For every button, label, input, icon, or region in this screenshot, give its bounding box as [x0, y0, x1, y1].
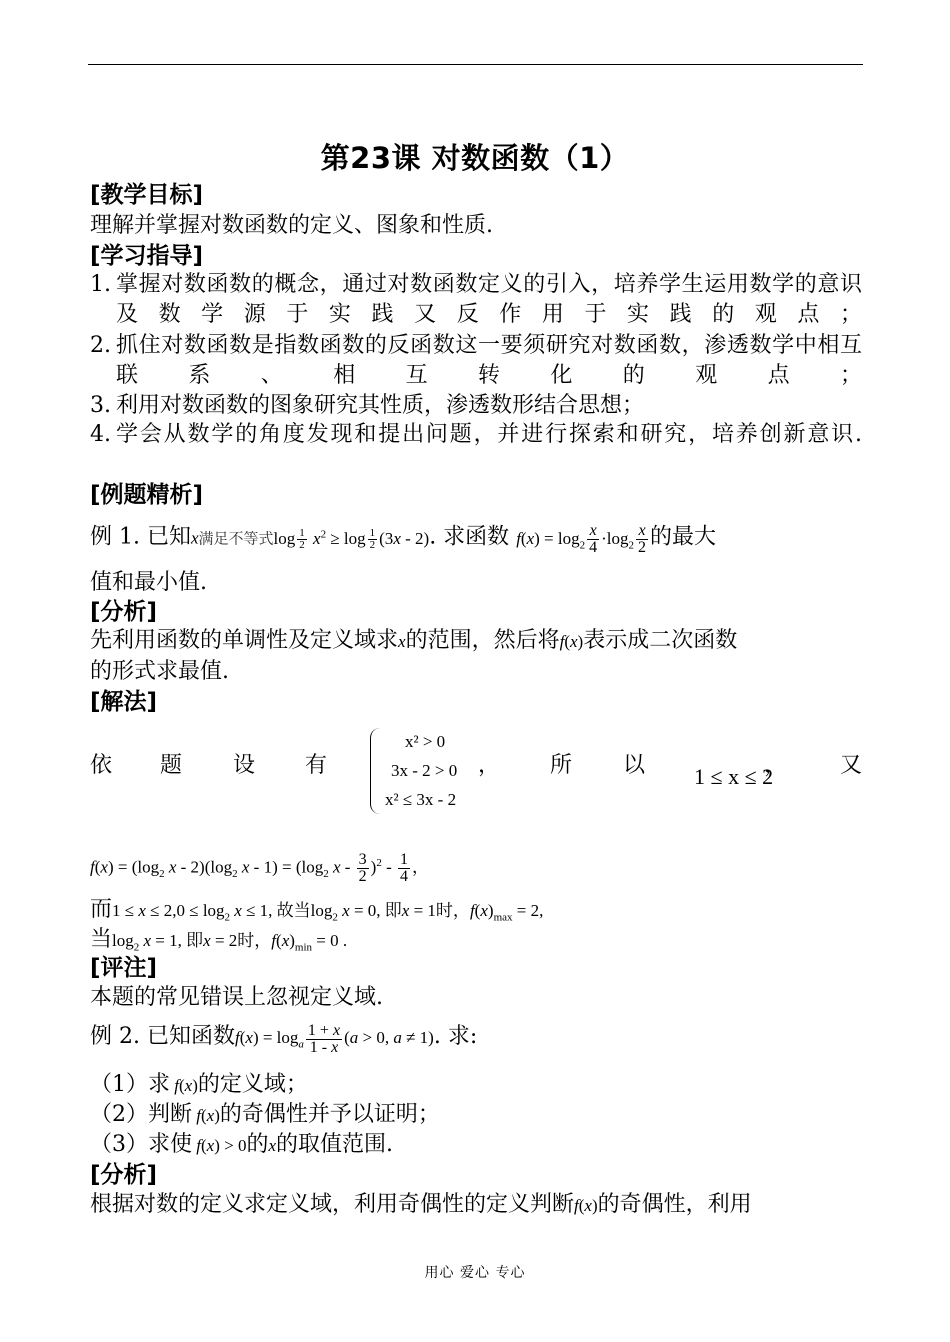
analysis-1-line-2: 的形式求最值.	[90, 659, 229, 684]
f-of-x: f(x)	[559, 632, 584, 651]
item-number: （3）	[90, 1132, 148, 1157]
section-heading-comment: [评注]	[90, 955, 158, 981]
guide-item-3	[90, 391, 862, 421]
example-2-item-1	[90, 1070, 308, 1101]
analysis-text: 表示成二次函数	[583, 628, 738, 653]
f-of-x: f(x)	[196, 1106, 220, 1125]
example-1-line-2: 值和最小值.	[90, 570, 207, 595]
example-1-suffix: 的最大	[650, 524, 717, 550]
f-of-x: f(x)	[174, 1076, 198, 1095]
item-text: 的	[246, 1132, 269, 1157]
guide-item-text: 学会从数学的角度发现和提出问题，并进行探索和研究，培养创新意识.	[116, 422, 862, 447]
var-x: x	[268, 1136, 277, 1155]
case-line: 3x - 2 > 0	[391, 761, 458, 780]
case-system	[370, 728, 491, 814]
analysis-text: 的范围，然后将	[405, 628, 560, 653]
f-of-x: f(x)	[574, 1196, 598, 1215]
example-2-item-3	[90, 1130, 393, 1161]
example-1-given: 满足不等式	[198, 529, 274, 548]
section-heading-solution: [解法]	[90, 689, 158, 715]
guide-item-number: 4.	[90, 422, 111, 447]
guide-item-text: 掌握对数函数的概念，通过对数函数定义的引入，培养学生运用数学的意识及数学源于实践又反作用于实践的观点；	[116, 272, 862, 327]
example-2-statement	[90, 1022, 477, 1059]
guide-item-2	[90, 331, 862, 391]
solution-word: 有	[305, 753, 328, 778]
analysis-2-text	[90, 1190, 752, 1221]
inequality-formula: log $\frac{1}{2}$ $x^2 \ge \log$ $\frac{1}{2}$ (3x - 2)	[273, 527, 430, 552]
section-heading-examples: [例题精析]	[90, 482, 204, 508]
example-1-statement	[90, 519, 716, 560]
comment-text: 本题的常见错误上忽视定义域.	[90, 985, 383, 1010]
section-heading-guide: [学习指导]	[90, 243, 204, 269]
solution-word: 依	[90, 753, 113, 778]
solution-word: ，	[478, 753, 501, 778]
guide-item-number: 3.	[90, 393, 111, 418]
case-line: x² ≤ 3x - 2	[385, 790, 457, 809]
solution-formula-1: $f(x) = (\log_2$ x - $2)(\log_2$ $x - 1) = (\log_2$ x - $\frac{3}{2}$ )$^2$ - $\frac{1}{4}$ ，	[90, 851, 430, 886]
item-number: （1）	[90, 1072, 148, 1097]
function-formula: $f(x) = \log_2$ $\frac{x}{4}$ $\cdot\log_2$ $\frac{x}{2}$	[516, 522, 647, 557]
solution-formula-2: 而$1 \le x \le 2,0 \le \log_2 x \le 1$, 故当$\log_2 x = 0$, 即x = 1时，$f(x)_{max} = 2$,	[90, 896, 544, 924]
guide-item-number: 2.	[90, 333, 111, 358]
section-heading-analysis-2: [分析]	[90, 1162, 158, 1188]
solution-word: ，	[764, 753, 787, 778]
positive-condition: f(x) > 0	[196, 1136, 247, 1155]
example-2-formula: $f(x) = \log_a$ $\frac{1 + x}{1 - x}$ (a > 0, a ≠ 1)	[234, 1021, 434, 1056]
guide-item-text: 抓住对数函数是指数函数的反函数这一要须研究对数函数，渗透数学中相互联系、相互转化的观点；	[116, 333, 862, 388]
page-footer: 用心 爱心 专心	[424, 1265, 526, 1281]
example-2-prefix: 例 2. 已知函数	[90, 1024, 235, 1049]
item-text: 的定义域；	[197, 1072, 308, 1097]
solution-formula-3: 当$\log_2 x = 1$, 即x = 2时，$f(x)_{min} = 0$ .	[90, 926, 348, 954]
solution-word: 又	[840, 753, 863, 778]
var-x: x	[190, 528, 199, 548]
section-heading-goals: [教学目标]	[90, 182, 204, 208]
range-formula: 1 ≤ x ≤ 2	[694, 764, 774, 789]
example-1-ask: . 求函数	[429, 524, 510, 550]
guide-item-1	[90, 270, 862, 330]
section-heading-analysis: [分析]	[90, 599, 158, 625]
analysis-text: 的奇偶性，利用	[597, 1192, 752, 1217]
guide-item-number: 1.	[90, 272, 111, 297]
page-title: 第23课 对数函数（1）	[320, 141, 630, 175]
analysis-1-line-1	[90, 626, 737, 657]
guide-item-text: 利用对数函数的图象研究其性质，渗透数形结合思想；	[116, 393, 645, 418]
example-1-prefix: 例 1. 已知	[90, 524, 191, 550]
case-line: x² > 0	[405, 732, 446, 751]
item-text: 的取值范围.	[276, 1132, 394, 1157]
item-text: 判断	[148, 1102, 193, 1127]
guide-item-4	[90, 420, 862, 450]
solution-word: 所	[550, 753, 573, 778]
var-x: x	[398, 632, 406, 651]
analysis-text: 根据对数的定义求定义域，利用奇偶性的定义判断	[90, 1192, 575, 1217]
example-2-item-2	[90, 1100, 440, 1131]
goal-text: 理解并掌握对数函数的定义、图象和性质.	[90, 213, 493, 238]
solution-word: 以	[623, 753, 646, 778]
item-text: 求	[148, 1072, 171, 1097]
item-number: （2）	[90, 1102, 148, 1127]
solution-word: 题	[160, 753, 183, 778]
top-rule	[88, 64, 863, 65]
item-text: 的奇偶性并予以证明；	[219, 1102, 440, 1127]
solution-word: 设	[233, 753, 256, 778]
item-text: 求使	[148, 1132, 193, 1157]
analysis-text: 先利用函数的单调性及定义域求	[90, 628, 399, 653]
example-2-suffix: . 求:	[433, 1024, 478, 1049]
